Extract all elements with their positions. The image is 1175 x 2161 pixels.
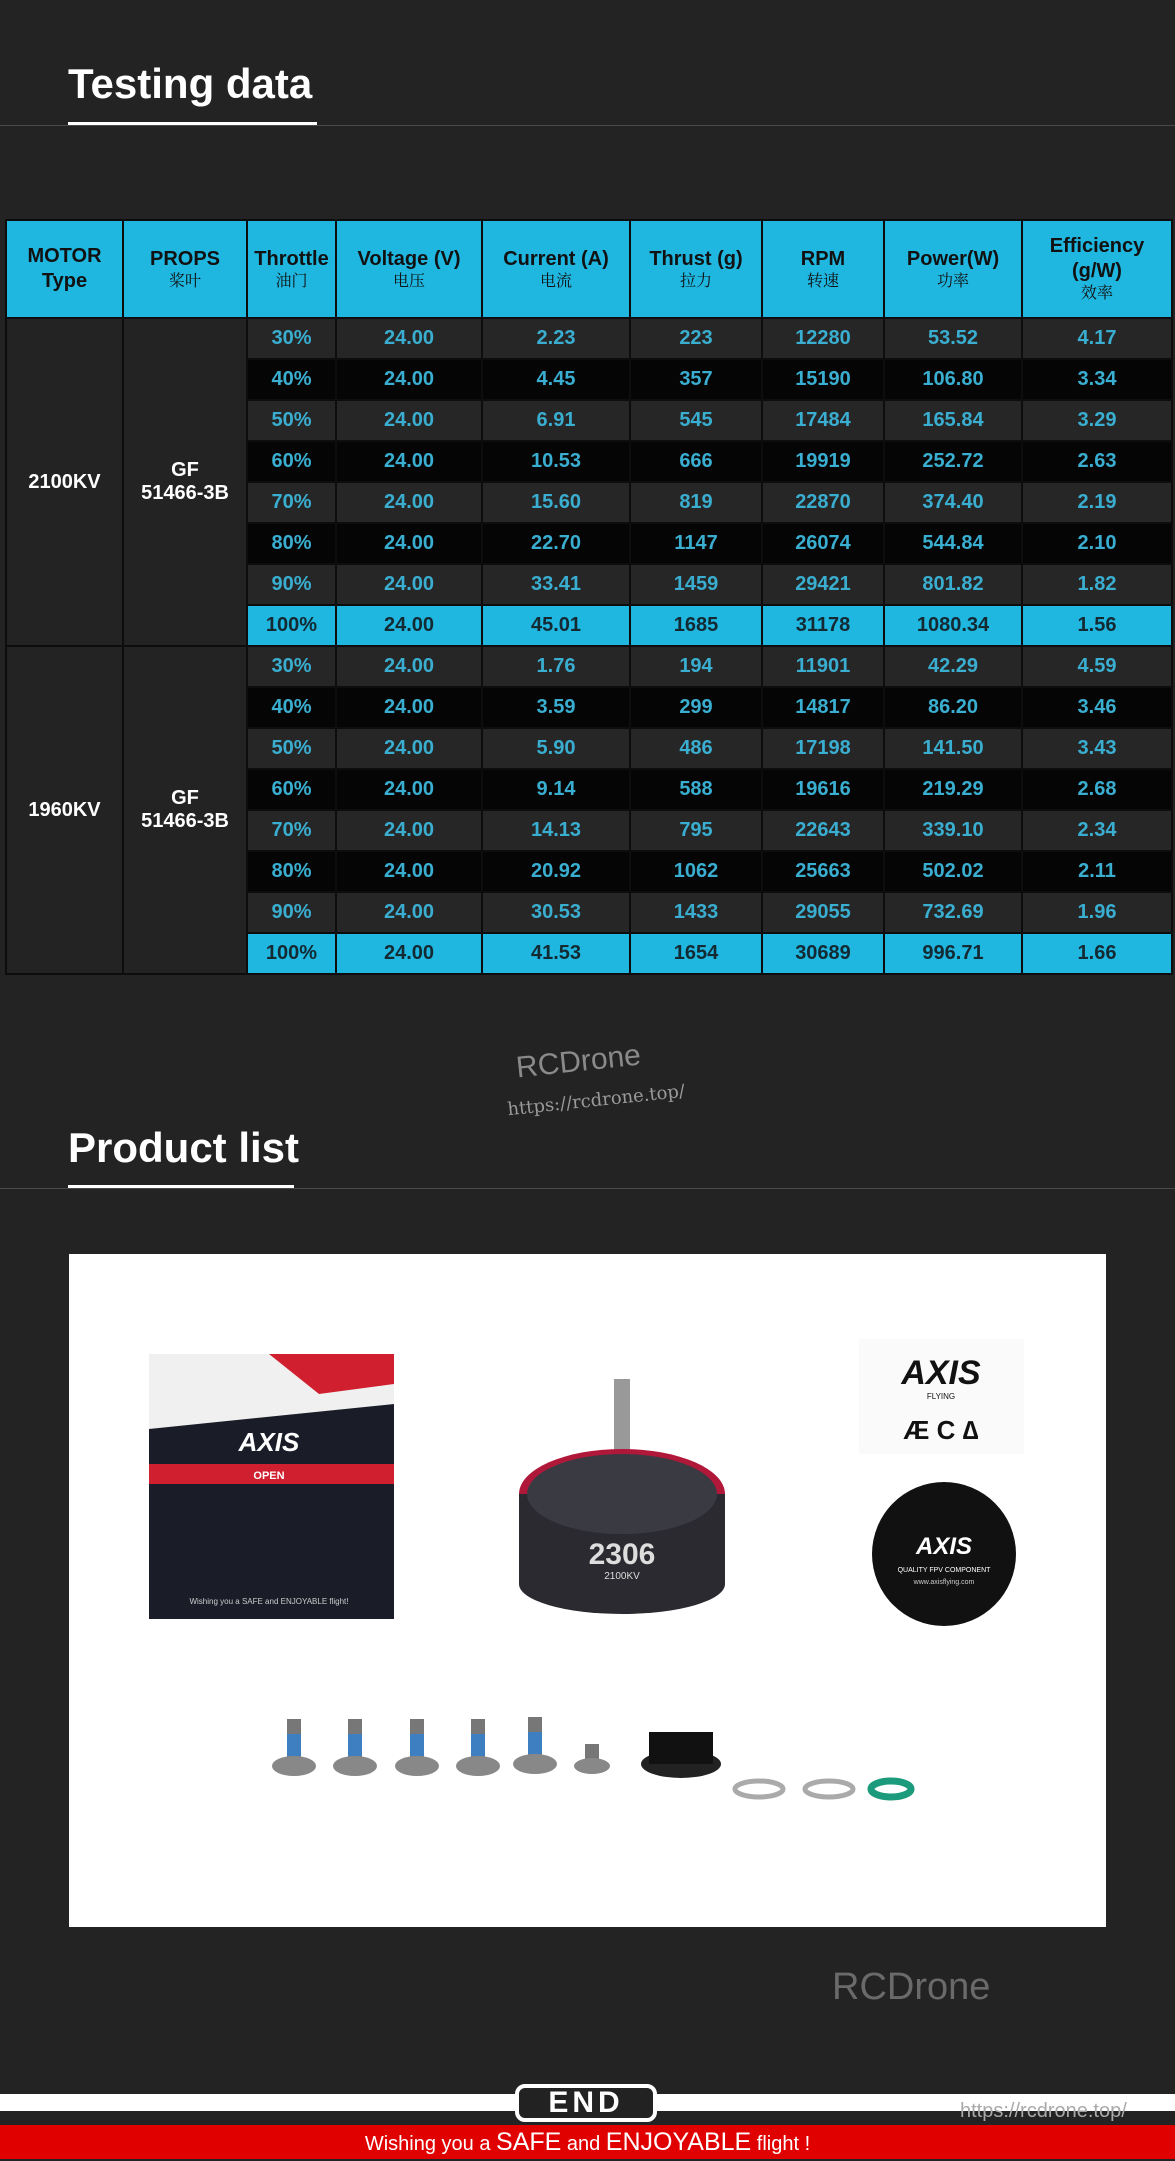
table-cell: 10.53	[482, 441, 630, 482]
table-cell: 223	[630, 318, 762, 359]
table-cell: 1433	[630, 892, 762, 933]
header-label-cn: 功率	[936, 272, 969, 290]
table-cell: 2.34	[1022, 810, 1172, 851]
svg-text:QUALITY FPV COMPONENT: QUALITY FPV COMPONENT	[897, 1567, 991, 1574]
table-cell: 1654	[630, 933, 762, 974]
table-cell: 19616	[762, 769, 884, 810]
column-header	[1022, 220, 1172, 318]
table-cell: 996.71	[884, 933, 1022, 974]
table-cell: 25663	[762, 851, 884, 892]
table-cell: 19919	[762, 441, 884, 482]
table-cell: 30%	[247, 318, 336, 359]
divider	[0, 1188, 1175, 1189]
table-cell: 1080.34	[884, 605, 1022, 646]
table-cell: 40%	[247, 359, 336, 400]
table-cell: 801.82	[884, 564, 1022, 605]
header-label: Current (A)	[503, 247, 609, 270]
table-cell: 80%	[247, 851, 336, 892]
table-cell: 70%	[247, 810, 336, 851]
table-cell: 24.00	[336, 769, 482, 810]
table-cell: 299	[630, 687, 762, 728]
table-cell: 20.92	[482, 851, 630, 892]
table-cell: 60%	[247, 441, 336, 482]
table-cell: 6.91	[482, 400, 630, 441]
table-cell: 60%	[247, 769, 336, 810]
table-cell: 3.43	[1022, 728, 1172, 769]
table-cell: 24.00	[336, 646, 482, 687]
divider	[0, 125, 1175, 126]
table-cell: 70%	[247, 482, 336, 523]
table-cell: 24.00	[336, 892, 482, 933]
table-cell: 15.60	[482, 482, 630, 523]
table-cell: 3.46	[1022, 687, 1172, 728]
table-cell: 2.19	[1022, 482, 1172, 523]
table-cell: 4.59	[1022, 646, 1172, 687]
screws	[272, 1717, 911, 1797]
table-cell: 2.23	[482, 318, 630, 359]
table-cell: 17484	[762, 400, 884, 441]
table-cell: 50%	[247, 400, 336, 441]
table-cell: 732.69	[884, 892, 1022, 933]
table-cell: 24.00	[336, 564, 482, 605]
table-cell: 194	[630, 646, 762, 687]
table-cell: 339.10	[884, 810, 1022, 851]
table-cell: 24.00	[336, 359, 482, 400]
svg-text:2100KV: 2100KV	[604, 1571, 640, 1582]
table-cell: 357	[630, 359, 762, 400]
table-cell: 12280	[762, 318, 884, 359]
testing-data-title: Testing data	[68, 60, 313, 107]
header-label: RPM	[800, 247, 846, 270]
motor-type-cell: 1960KV	[6, 646, 123, 974]
svg-text:AXIS: AXIS	[901, 1354, 981, 1392]
table-cell: 22643	[762, 810, 884, 851]
table-cell: 24.00	[336, 933, 482, 974]
table-cell: 31178	[762, 605, 884, 646]
table-cell: 544.84	[884, 523, 1022, 564]
motor-box	[149, 1354, 394, 1619]
table-cell: 3.59	[482, 687, 630, 728]
product-photo	[69, 1254, 1106, 1927]
footer-slogan: Wishing you a SAFE and ENJOYABLE flight !	[0, 2125, 1175, 2159]
table-cell: 22.70	[482, 523, 630, 564]
testing-data-table	[5, 219, 1173, 975]
product-list-title: Product list	[68, 1124, 300, 1171]
table-cell: 1.56	[1022, 605, 1172, 646]
table-cell: 11901	[762, 646, 884, 687]
table-cell: 5.90	[482, 728, 630, 769]
table-cell: 486	[630, 728, 762, 769]
watermark-url: https://rcdrone.top/	[506, 1080, 686, 1121]
table-cell: 41.53	[482, 933, 630, 974]
watermark-brand-bottom: RCDrone	[832, 1966, 991, 2008]
table-cell: 33.41	[482, 564, 630, 605]
motor	[519, 1379, 725, 1614]
header-label-cn: 油门	[275, 272, 308, 290]
header-label: MOTOR Type	[27, 245, 102, 292]
table-cell: 90%	[247, 892, 336, 933]
end-logo: END	[515, 2084, 657, 2122]
watermark-brand: RCDrone	[514, 1038, 643, 1085]
table-cell: 1.66	[1022, 933, 1172, 974]
table-cell: 2.10	[1022, 523, 1172, 564]
table-cell: 2.68	[1022, 769, 1172, 810]
svg-text:AXIS: AXIS	[238, 1427, 300, 1457]
header-label: Voltage (V)	[357, 247, 461, 270]
table-cell: 4.45	[482, 359, 630, 400]
header-label-cn: 转速	[806, 272, 839, 290]
table-cell: 374.40	[884, 482, 1022, 523]
table-cell: 14.13	[482, 810, 630, 851]
table-cell: 22870	[762, 482, 884, 523]
table-cell: 100%	[247, 933, 336, 974]
header-label: Efficiency (g/W)	[1049, 235, 1145, 282]
table-cell: 24.00	[336, 523, 482, 564]
column-header	[884, 220, 1022, 318]
table-cell: 26074	[762, 523, 884, 564]
header-label: Thrust (g)	[649, 247, 743, 270]
table-cell: 24.00	[336, 482, 482, 523]
table-cell: 9.14	[482, 769, 630, 810]
column-header	[762, 220, 884, 318]
column-header	[6, 220, 123, 318]
props-cell: GF 51466-3B	[123, 646, 247, 974]
svg-text:FLYING: FLYING	[926, 1392, 956, 1401]
table-cell: 24.00	[336, 318, 482, 359]
box-open-label: OPEN	[253, 1470, 285, 1482]
table-cell: 165.84	[884, 400, 1022, 441]
svg-text:AXIS: AXIS	[915, 1533, 973, 1560]
table-cell: 45.01	[482, 605, 630, 646]
table-cell: 545	[630, 400, 762, 441]
table-cell: 502.02	[884, 851, 1022, 892]
props-cell: GF 51466-3B	[123, 318, 247, 646]
table-cell: 17198	[762, 728, 884, 769]
table-cell: 4.17	[1022, 318, 1172, 359]
table-row	[6, 318, 1172, 359]
column-header	[630, 220, 762, 318]
round-sticker	[872, 1482, 1016, 1626]
column-header	[336, 220, 482, 318]
table-cell: 1459	[630, 564, 762, 605]
table-cell: 1147	[630, 523, 762, 564]
table-cell: 24.00	[336, 728, 482, 769]
header-label: PROPS	[149, 247, 221, 270]
table-cell: 30689	[762, 933, 884, 974]
table-cell: 819	[630, 482, 762, 523]
watermark-url-bottom: https://rcdrone.top/	[960, 2100, 1127, 2122]
table-cell: 252.72	[884, 441, 1022, 482]
table-cell: 30%	[247, 646, 336, 687]
table-cell: 86.20	[884, 687, 1022, 728]
column-header	[123, 220, 247, 318]
table-cell: 24.00	[336, 810, 482, 851]
table-cell: 24.00	[336, 687, 482, 728]
table-cell: 795	[630, 810, 762, 851]
header-label: Throttle	[254, 247, 329, 270]
table-cell: 90%	[247, 564, 336, 605]
table-cell: 1.82	[1022, 564, 1172, 605]
svg-text:Wishing you a SAFE and ENJOYAB: Wishing you a SAFE and ENJOYABLE flight!	[189, 1597, 349, 1606]
table-cell: 3.29	[1022, 400, 1172, 441]
table-cell: 30.53	[482, 892, 630, 933]
table-cell: 666	[630, 441, 762, 482]
table-cell: 42.29	[884, 646, 1022, 687]
header-label-cn: 桨叶	[168, 272, 201, 290]
column-header	[482, 220, 630, 318]
table-cell: 29421	[762, 564, 884, 605]
table-cell: 3.34	[1022, 359, 1172, 400]
table-cell: 106.80	[884, 359, 1022, 400]
table-cell: 2.11	[1022, 851, 1172, 892]
column-header	[247, 220, 336, 318]
table-cell: 219.29	[884, 769, 1022, 810]
table-cell: 24.00	[336, 851, 482, 892]
table-cell: 15190	[762, 359, 884, 400]
table-cell: 40%	[247, 687, 336, 728]
table-cell: 24.00	[336, 605, 482, 646]
svg-text:Æ C ∆: Æ C ∆	[903, 1415, 979, 1445]
table-cell: 29055	[762, 892, 884, 933]
header-label-cn: 电压	[392, 272, 425, 290]
table-row	[6, 646, 1172, 687]
svg-text:www.axisflying.com: www.axisflying.com	[913, 1579, 975, 1586]
header-label: Power(W)	[906, 247, 1000, 270]
table-cell: 1685	[630, 605, 762, 646]
table-cell: 141.50	[884, 728, 1022, 769]
table-cell: 80%	[247, 523, 336, 564]
table-cell: 1.76	[482, 646, 630, 687]
table-cell: 14817	[762, 687, 884, 728]
table-cell: 100%	[247, 605, 336, 646]
table-cell: 24.00	[336, 441, 482, 482]
table-cell: 24.00	[336, 400, 482, 441]
logo-sticker-sheet	[859, 1339, 1024, 1454]
motor-type-cell: 2100KV	[6, 318, 123, 646]
header-label-cn: 拉力	[679, 272, 712, 290]
table-cell: 2.63	[1022, 441, 1172, 482]
table-cell: 1.96	[1022, 892, 1172, 933]
table-cell: 53.52	[884, 318, 1022, 359]
svg-text:2306: 2306	[588, 1538, 656, 1571]
table-cell: 588	[630, 769, 762, 810]
header-label-cn: 效率	[1080, 285, 1113, 302]
header-label-cn: 电流	[539, 272, 572, 290]
table-cell: 1062	[630, 851, 762, 892]
table-cell: 50%	[247, 728, 336, 769]
